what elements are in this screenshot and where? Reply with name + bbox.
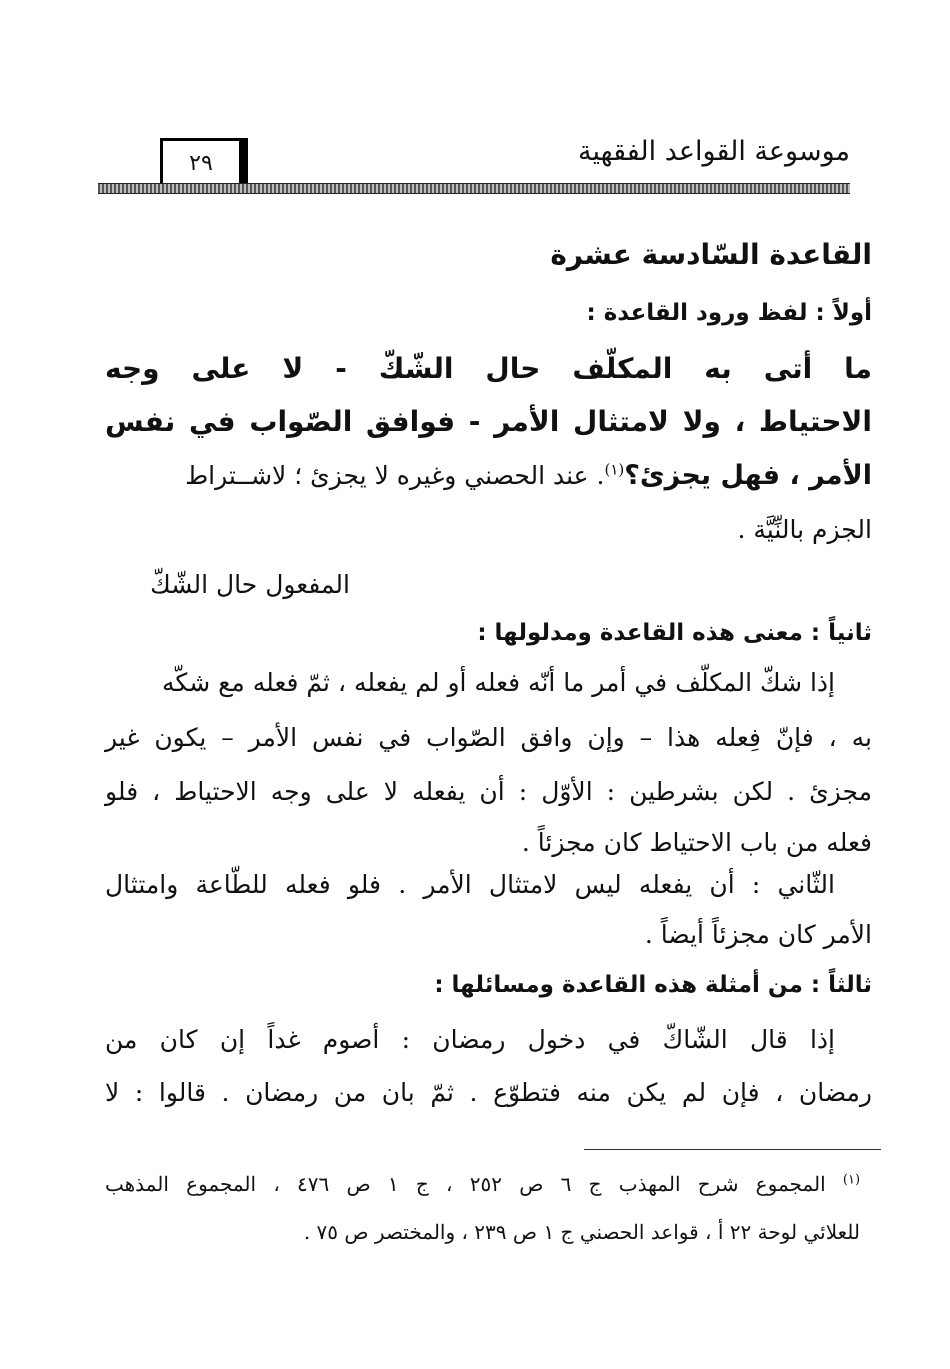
paragraph-line: رمضان ، فإن لم يكن منه فتطوّع . ثمّ بان من رمضان . قالوا : لا bbox=[105, 1078, 872, 1107]
rule-question: الأمر ، فهل يجزئ؟ bbox=[624, 460, 872, 491]
running-header-title: موسوعة القواعد الفقهية bbox=[578, 136, 850, 167]
paragraph-line: به ، فإنّ فِعله هذا – وإن وافق الصّواب في نفس الأمر – يكون غير bbox=[105, 723, 872, 752]
paragraph-line: مجزئ . لكن بشرطين : الأوّل : أن يفعله لا على وجه الاحتياط ، فلو bbox=[105, 777, 872, 806]
section1-heading: أولاً : لفظ ورود القاعدة : bbox=[586, 300, 872, 326]
footnote-marker: (١) bbox=[842, 1172, 861, 1188]
paragraph-line: إذا شكّ المكلّف في أمر ما أنّه فعله أو لم يفعله ، ثمّ فعله مع شكّه bbox=[162, 668, 835, 697]
footnote-text-1: المجموع شرح المهذب ج ٦ ص ٢٥٢ ، ج ١ ص ٤٧٦ ، المجموع المذهب bbox=[105, 1172, 826, 1196]
section2-heading: ثانياً : معنى هذه القاعدة ومدلولها : bbox=[477, 620, 872, 646]
paragraph-line: إذا قال الشّاكّ في دخول رمضان : أصوم غداً إن كان من bbox=[105, 1025, 835, 1054]
rule-text-line-3 bbox=[185, 460, 872, 491]
paragraph-line: الثّاني : أن يفعله ليس لامتثال الأمر . فلو فعله للطّاعة وامتثال bbox=[105, 870, 835, 899]
page-number: ٢٩ bbox=[189, 151, 213, 176]
footnote-separator bbox=[584, 1149, 881, 1150]
footnote-line-1 bbox=[105, 1172, 860, 1196]
rule-title: القاعدة السّادسة عشرة bbox=[550, 238, 872, 271]
rule-text-line-3-rest: . عند الحصني وغيره لا يجزئ ؛ لاشــتراط bbox=[185, 461, 605, 490]
paragraph-line: فعله من باب الاحتياط كان مجزئاً . bbox=[521, 828, 872, 857]
footnote-line-2: للعلائي لوحة ٢٢ أ ، قواعد الحصني ج ١ ص ٢٣٩ ، والمختصر ص ٧٥ . bbox=[303, 1220, 860, 1244]
rule-text-line-1: ما أتى به المكلّف حال الشّكّ - لا على وجه bbox=[105, 352, 872, 385]
footnote-ref: (١) bbox=[604, 460, 625, 479]
paragraph-line: الأمر كان مجزئاً أيضاً . bbox=[644, 920, 872, 949]
header-rule bbox=[98, 183, 850, 194]
rule-text-line-2: الاحتياط ، ولا لامتثال الأمر - فوافق الصّواب في نفس bbox=[105, 405, 872, 438]
rule-text-line-4: الجزم بالنِّيَّة . bbox=[737, 515, 872, 544]
section3-heading: ثالثاً : من أمثلة هذه القاعدة ومسائلها : bbox=[434, 972, 872, 998]
margin-note: المفعول حال الشّكّ bbox=[150, 570, 350, 599]
page-number-box bbox=[160, 138, 248, 188]
